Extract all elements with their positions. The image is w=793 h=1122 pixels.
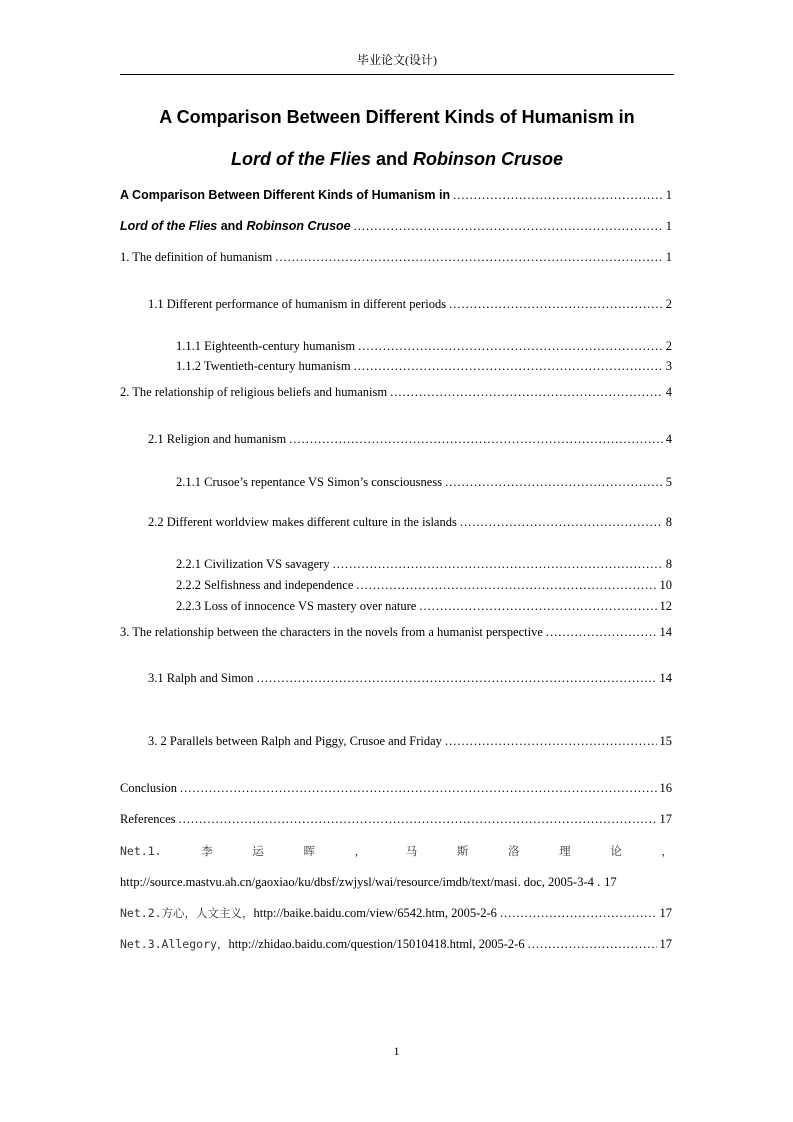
toc-entry[interactable] [120,624,672,640]
toc-leader [546,624,657,640]
toc-leader [500,905,657,921]
toc-leader [449,296,663,312]
page-header: 毕业论文(设计) [357,53,437,67]
toc-page-number: 10 [659,578,672,592]
toc-leader [356,577,656,593]
net-url: http://source.mastvu.ah.cn/gaoxiao/ku/dbsf/zwjysl/wai/resource/imdb/text/masi. doc, 2005-3-4 . [120,875,601,889]
toc-page-number: 3 [665,359,672,373]
toc-leader [419,598,656,614]
document-title-line1: A Comparison Between Different Kinds of Humanism in [159,107,635,127]
toc-entry-title: 2.2.2 Selfishness and independence [176,578,354,592]
toc-entry-title: 1.1.2 Twentieth-century humanism [176,359,351,373]
toc-page-number: 12 [659,599,672,613]
net-url: http://baike.baidu.com/view/6542.htm, 2005-2-6 [253,906,497,920]
title-book-robinson-crusoe: Robinson Crusoe [413,149,564,169]
toc-page-number: 1 [665,219,672,233]
toc-leader [358,338,663,354]
toc-entry-title: Conclusion [120,781,177,795]
toc-entry-title: 3. The relationship between the characters in the novels from a humanist perspective [120,625,543,639]
toc-entry[interactable] [148,431,672,447]
toc-entry[interactable] [120,218,672,234]
toc-entry[interactable] [120,249,672,265]
toc-entry-title: 1.1.1 Eighteenth-century humanism [176,339,356,353]
toc-entry[interactable] [148,296,672,312]
toc-page-number: 4 [665,432,672,446]
toc-entry-title: 2.2.1 Civilization VS savagery [176,557,330,571]
page-number: 1 [393,1044,400,1058]
toc-leader [333,556,663,572]
toc-page-number: 16 [659,781,672,795]
net-reference-1-line1[interactable]: Net.1. 李 运 晖 ， 马 斯 洛 理 论 ， [120,844,673,858]
toc-page-number: 2 [665,339,672,353]
toc-leader [460,514,663,530]
toc-page-number: 1 [665,188,672,202]
toc-entry[interactable] [120,187,672,203]
toc-leader [179,811,657,827]
toc-page-number: 17 [604,875,617,889]
toc-entry[interactable] [176,556,672,572]
toc-page-number: 17 [659,812,672,826]
toc-entry-title: 1.1 Different performance of humanism in different periods [148,297,447,311]
toc-entry-title: 2.1 Religion and humanism [148,432,287,446]
header-rule [120,74,674,75]
toc-page-number: 2 [665,297,672,311]
toc-leader [354,358,663,374]
toc-page-number: 15 [659,734,672,748]
toc-entry[interactable] [176,598,672,614]
toc-entry-title: 2. The relationship of religious beliefs and humanism [120,385,388,399]
net-label: Net.3.Allegory， [120,937,229,951]
toc-leader [257,670,657,686]
net-reference-2[interactable] [120,905,672,921]
toc-entry[interactable] [148,670,672,686]
toc-entry[interactable] [176,577,672,593]
title-book-lord-of-the-flies: Lord of the Flies [230,149,371,169]
toc-entry-title: A Comparison Between Different Kinds of Humanism in [120,188,451,202]
title-and: and [375,149,408,169]
toc-entry[interactable] [148,733,672,749]
toc-page-number: 14 [659,625,672,639]
toc-page-number: 8 [665,557,672,571]
toc-page-number: 14 [659,671,672,685]
toc-entry-title: Lord of the Flies and Robinson Crusoe [120,219,351,233]
toc-entry[interactable] [148,514,672,530]
toc-entry-title: 2.2.3 Loss of innocence VS mastery over nature [176,599,417,613]
toc-entry[interactable] [176,338,672,354]
toc-leader [453,187,663,203]
toc-entry[interactable] [176,358,672,374]
toc-entry-title: 3.1 Ralph and Simon [148,671,254,685]
document-title-line2 [120,147,674,171]
toc-leader [390,384,663,400]
toc-page-number: 1 [665,250,672,264]
toc-page-number: 5 [665,475,672,489]
toc-entry-title: References [120,812,176,826]
toc-entry-title: 2.1.1 Crusoe’s repentance VS Simon’s consciousness [176,475,443,489]
toc-leader [180,780,657,796]
toc-leader [445,733,657,749]
net-url: http://zhidao.baidu.com/question/15010418.html, 2005-2-6 [228,937,525,951]
toc-leader [275,249,663,265]
toc-leader [445,474,663,490]
toc-entry[interactable] [120,811,672,827]
toc-entry[interactable] [176,474,672,490]
net-reference-3[interactable] [120,936,672,952]
toc-page-number: 4 [665,385,672,399]
toc-leader [289,431,663,447]
toc-page-number: 8 [665,515,672,529]
net-label: Net.2.方心，人文主义， [120,906,254,920]
toc-leader [528,936,657,952]
toc-entry-title: 1. The definition of humanism [120,250,273,264]
toc-entry-title: 3. 2 Parallels between Ralph and Piggy, Crusoe and Friday [148,734,442,748]
toc-page-number: 17 [659,937,672,951]
toc-page-number: 17 [659,906,672,920]
toc-entry[interactable] [120,780,672,796]
toc-entry[interactable] [120,384,672,400]
toc-entry-title: 2.2 Different worldview makes different culture in the islands [148,515,457,529]
toc-leader [354,218,663,234]
net-reference-1-line2[interactable] [120,874,672,890]
